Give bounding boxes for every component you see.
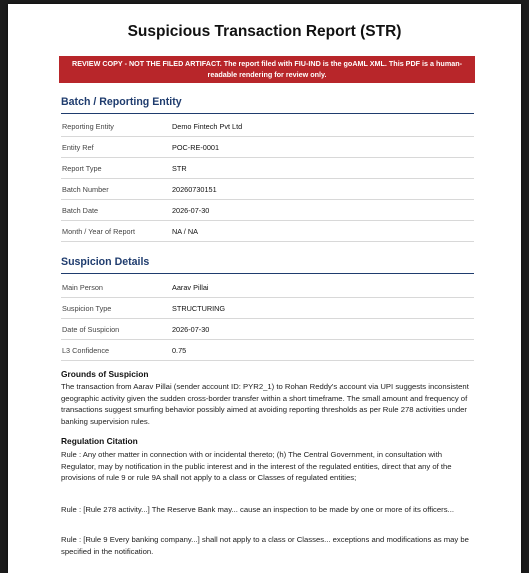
field-value: POC-RE-0001 [172,143,220,152]
regulation-heading: Regulation Citation [61,436,138,446]
field-value: 2026-07-30 [172,206,210,215]
batch-section-divider [61,113,474,114]
suspicion-section-divider [61,273,474,274]
regulation-rule: Rule : [Rule 9 Every banking company...] shall not apply to a class or Classes... exceptions and modifications as may be specified in the notification. [61,535,469,556]
table-row [61,158,474,179]
field-label: Suspicion Type [62,304,112,313]
pdf-page [8,4,521,573]
field-label: L3 Confidence [62,346,110,355]
suspicion-section-heading: Suspicion Details [61,256,150,268]
field-value: 20260730151 [172,185,217,194]
table-row [61,116,474,137]
field-label: Month / Year of Report [62,227,136,236]
regulation-rule: Rule : [Rule 278 activity...] The Reserve Bank may... cause an inspection to be made by one or more of its officers... [61,505,454,514]
field-value: 0.75 [172,346,187,355]
table-row [61,277,474,298]
field-value: NA / NA [172,227,198,236]
field-label: Reporting Entity [62,122,114,131]
field-label: Batch Date [62,206,99,215]
grounds-heading: Grounds of Suspicion [61,369,149,379]
table-row [61,340,474,361]
field-value: STRUCTURING [172,304,226,313]
table-row [61,221,474,242]
field-value: 2026-07-30 [172,325,210,334]
field-label: Main Person [62,283,103,292]
field-label: Batch Number [62,185,109,194]
field-value: Aarav Pillai [172,283,209,292]
field-label: Entity Ref [62,143,94,152]
page-title: Suspicious Transaction Report (STR) [127,23,402,40]
batch-section-heading: Batch / Reporting Entity [61,96,182,108]
field-label: Report Type [62,164,102,173]
table-row [61,319,474,340]
review-copy-banner: REVIEW COPY - NOT THE FILED ARTIFACT. The report filed with FIU-IND is the goAML XML. This PDF is a human-readable rendering for review only. [59,56,475,83]
table-row [61,200,474,221]
regulation-rule: Rule : Any other matter in connection with or incidental thereto; (h) The Central Government, in consultation with Regulator, may by notification in the public interest and in the interest of the regulated entities, direct that any of the provisions of rule 9 or rule 9A shall not apply to a class or Classes of regulated entities; [61,450,452,483]
grounds-text: The transaction from Aarav Pillai (sender account ID: PYR2_1) to Rohan Reddy's account via UPI suggests inconsistent geographic activity given the sudden cross-border transfer within a short timeframe. The small amount and frequency of transactions suggest smurfing behavior possibly aimed at avoiding reporting thresholds as per Rule 278 activities under banking supervision rules. [61,382,469,426]
field-value: Demo Fintech Pvt Ltd [172,122,243,131]
field-value: STR [172,164,187,173]
table-row [61,298,474,319]
table-row [61,137,474,158]
table-row [61,179,474,200]
field-label: Date of Suspicion [62,325,120,334]
